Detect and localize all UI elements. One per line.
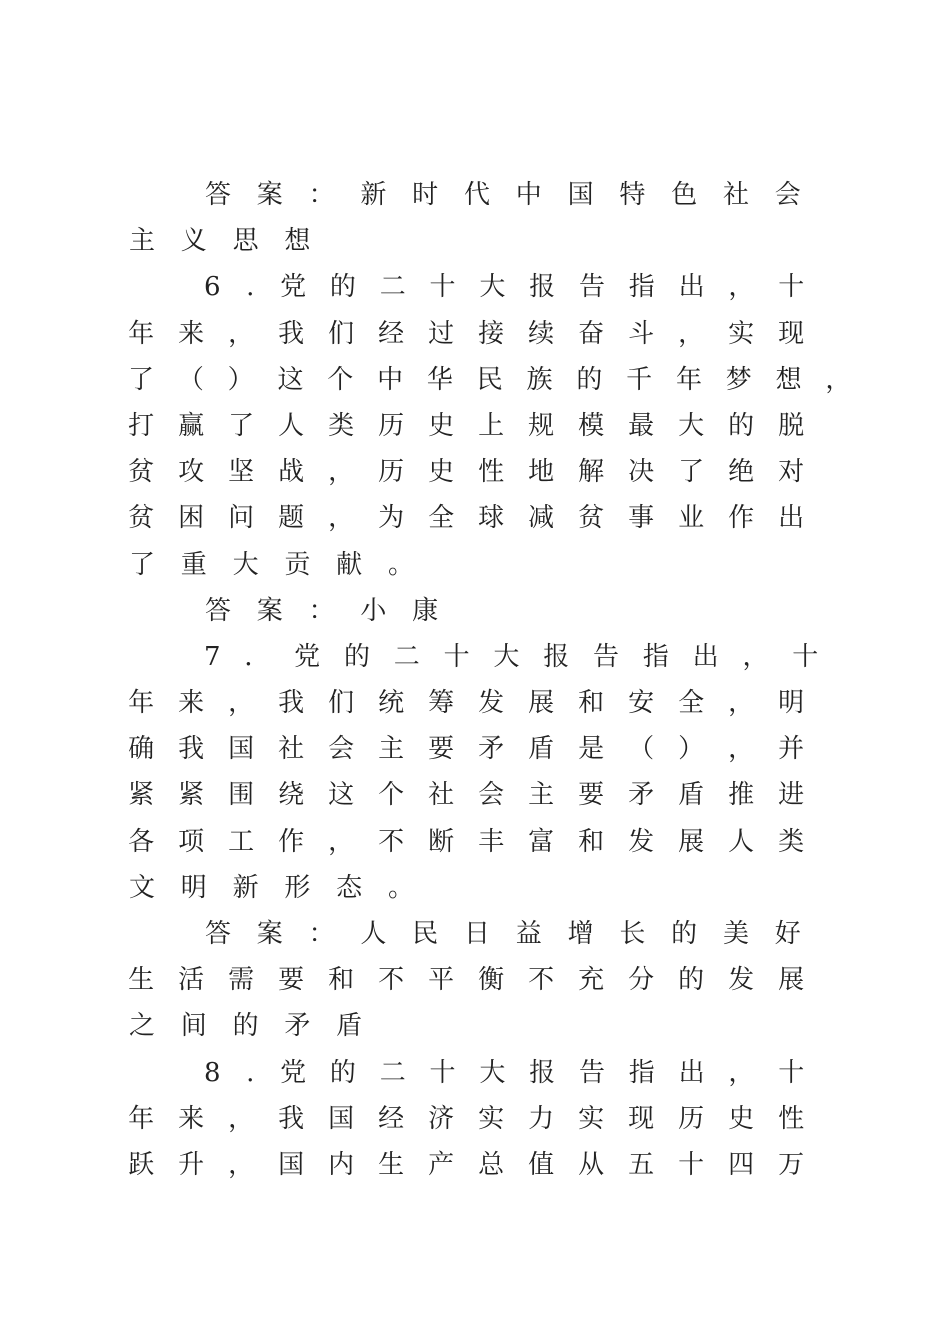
text-char: 民 [412, 919, 439, 949]
text-line [128, 726, 828, 772]
text-char: 确 [128, 734, 155, 765]
text-line [128, 588, 828, 634]
text-char: 绝 [728, 457, 755, 488]
text-char: 们 [328, 688, 355, 719]
text-char: 全 [678, 688, 705, 719]
text-char: 内 [328, 1149, 355, 1180]
text-char: 文 [128, 872, 155, 903]
text-char: 国 [328, 1103, 355, 1134]
text-char: 答 [204, 180, 231, 210]
text-char: 来 [178, 688, 205, 719]
text-char: 历 [378, 457, 405, 488]
text-char: 升 [178, 1149, 205, 1180]
text-char: 总 [478, 1149, 505, 1180]
text-char: 十 [792, 641, 819, 672]
text-char: 十 [429, 1057, 456, 1088]
text-char: 案 [256, 919, 283, 949]
text-line [128, 1003, 828, 1049]
text-char: 大 [479, 272, 506, 303]
text-line [128, 957, 828, 1003]
text-char: 的 [671, 919, 698, 949]
text-char: 益 [515, 919, 542, 949]
text-char: 义 [180, 226, 207, 257]
text-char: ， [228, 1149, 255, 1180]
text-char: . [246, 272, 255, 303]
text-char: 展 [678, 826, 705, 857]
text-char: 对 [778, 457, 805, 488]
text-char: 紧 [128, 780, 155, 811]
text-char: 不 [378, 965, 405, 996]
text-char: 形 [284, 872, 311, 903]
text-char: 跃 [128, 1149, 155, 1180]
text-char: 小 [360, 595, 387, 626]
text-char: 过 [428, 318, 455, 349]
text-char: 的 [329, 272, 356, 303]
text-char: 平 [428, 965, 455, 996]
text-char: 坚 [228, 457, 255, 488]
text-char: 国 [278, 1149, 305, 1180]
text-line [128, 680, 828, 726]
text-char: 矛 [284, 1011, 311, 1042]
text-char: 大 [232, 549, 259, 580]
text-char: 美 [722, 919, 749, 949]
text-char: 斗 [628, 318, 655, 349]
text-char: 大 [493, 641, 520, 672]
text-char: 类 [778, 826, 805, 857]
text-char: 想 [775, 364, 802, 395]
text-line [128, 403, 828, 449]
text-char: 报 [543, 641, 570, 672]
text-char: 民 [476, 364, 503, 395]
text-char: 四 [728, 1149, 755, 1180]
text-char: 攻 [178, 457, 205, 488]
text-char: 解 [578, 457, 605, 488]
text-char: 绕 [278, 780, 305, 811]
text-char: 指 [628, 1057, 655, 1088]
text-char: 我 [278, 1103, 305, 1134]
text-char: 社 [278, 734, 305, 765]
text-char: 事 [628, 503, 655, 534]
text-char: 千 [626, 364, 653, 395]
text-char: 会 [774, 180, 801, 210]
text-char: 富 [528, 826, 555, 857]
text-char: 展 [778, 965, 805, 996]
text-char: 。 [387, 549, 414, 580]
text-char: 二 [379, 1057, 406, 1088]
text-char: 发 [628, 826, 655, 857]
text-char: 主 [128, 226, 155, 257]
text-char: ． [244, 641, 271, 672]
text-char: 作 [278, 826, 305, 857]
text-char: 明 [778, 688, 805, 719]
text-char: 奋 [578, 318, 605, 349]
text-char: 色 [671, 180, 698, 210]
text-char: 献 [336, 549, 363, 580]
text-char: 二 [393, 641, 420, 672]
text-char: 现 [628, 1103, 655, 1134]
text-char: ， [228, 318, 255, 349]
text-char: 球 [478, 503, 505, 534]
text-char: 接 [478, 318, 505, 349]
text-char: 告 [578, 1057, 605, 1088]
text-char: 历 [378, 410, 405, 441]
text-char: 年 [128, 688, 155, 719]
text-char: 答 [204, 919, 231, 949]
text-char: 了 [228, 410, 255, 441]
text-char: ， [228, 688, 255, 719]
text-char: 从 [578, 1149, 605, 1180]
text-char: 案 [256, 595, 283, 626]
text-char: ） [227, 364, 254, 395]
text-char: 全 [428, 503, 455, 534]
text-char: 减 [528, 503, 555, 534]
text-char: 历 [678, 1103, 705, 1134]
text-char: 了 [128, 549, 155, 580]
text-char: 了 [128, 364, 155, 395]
text-char: 个 [378, 780, 405, 811]
text-char: 十 [778, 1057, 805, 1088]
text-char: 展 [528, 688, 555, 719]
text-char: 各 [128, 826, 155, 857]
text-char: 中 [515, 180, 542, 210]
text-char: ， [825, 364, 852, 395]
text-char: 明 [180, 872, 207, 903]
text-line [128, 911, 828, 957]
text-line [128, 819, 828, 865]
text-char: 来 [178, 1103, 205, 1134]
text-char: 出 [678, 1057, 705, 1088]
text-char: 二 [379, 272, 406, 303]
text-char: 赢 [178, 410, 205, 441]
text-char: 矛 [478, 734, 505, 765]
text-line [128, 357, 852, 403]
text-char: 长 [619, 919, 646, 949]
text-char: 7 [204, 641, 221, 672]
text-char: 性 [778, 1103, 805, 1134]
text-char: ， [328, 503, 355, 534]
text-char: 华 [426, 364, 453, 395]
text-char: 矛 [628, 780, 655, 811]
text-line [128, 634, 828, 680]
text-char: 党 [280, 272, 307, 303]
text-char: 衡 [478, 965, 505, 996]
text-line [128, 1142, 828, 1188]
text-char: 我 [278, 318, 305, 349]
text-char: 族 [526, 364, 553, 395]
text-char: 生 [128, 965, 155, 996]
text-char: 筹 [428, 688, 455, 719]
text-char: 业 [678, 503, 705, 534]
text-char: 续 [528, 318, 555, 349]
text-char: 问 [228, 503, 255, 534]
text-char: 报 [529, 1057, 556, 1088]
text-char: 思 [232, 226, 259, 257]
text-char: 特 [619, 180, 646, 210]
text-char: 和 [578, 688, 605, 719]
text-char: 作 [728, 503, 755, 534]
text-char: 了 [678, 457, 705, 488]
text-char: 党 [280, 1057, 307, 1088]
text-char: 脱 [778, 410, 805, 441]
text-char: 年 [675, 364, 702, 395]
text-char: 和 [328, 965, 355, 996]
text-char: 是 [578, 734, 605, 765]
text-char: 年 [128, 318, 155, 349]
text-char: 战 [278, 457, 305, 488]
text-char: 人 [360, 919, 387, 949]
text-char: 并 [778, 734, 805, 765]
text-char: 们 [328, 318, 355, 349]
text-char: 史 [428, 457, 455, 488]
text-char: 我 [278, 688, 305, 719]
text-char: 困 [178, 503, 205, 534]
text-char: 之 [128, 1011, 155, 1042]
text-char: 统 [378, 688, 405, 719]
text-char: 实 [478, 1103, 505, 1134]
text-char: 告 [578, 272, 605, 303]
text-char: 好 [774, 919, 801, 949]
text-line [128, 865, 828, 911]
text-char: 新 [232, 872, 259, 903]
text-char: 代 [463, 180, 490, 210]
text-char: 贫 [578, 503, 605, 534]
text-char: （ [177, 364, 204, 395]
text-char: 丰 [478, 826, 505, 857]
text-char: ， [728, 688, 755, 719]
text-char: 梦 [725, 364, 752, 395]
text-char: 项 [178, 826, 205, 857]
text-line [128, 1050, 828, 1096]
text-char: 发 [728, 965, 755, 996]
text-char: 告 [593, 641, 620, 672]
text-char: 康 [412, 595, 439, 626]
text-char: 生 [378, 1149, 405, 1180]
text-char: 紧 [178, 780, 205, 811]
text-char: ， [728, 1057, 755, 1088]
text-char: 国 [567, 180, 594, 210]
text-char: ： [308, 180, 335, 210]
text-char: 答 [204, 595, 231, 626]
text-char: 十 [678, 1149, 705, 1180]
text-char: 我 [178, 734, 205, 765]
document-body [128, 172, 852, 1188]
text-char: 党 [294, 641, 321, 672]
text-char: 产 [428, 1149, 455, 1180]
text-char: 新 [360, 180, 387, 210]
text-char: 决 [628, 457, 655, 488]
text-char: 推 [728, 780, 755, 811]
text-char: ， [228, 1103, 255, 1134]
text-line [128, 772, 828, 818]
text-char: 8 [204, 1057, 221, 1088]
text-char: 最 [628, 410, 655, 441]
text-char: 安 [628, 688, 655, 719]
text-char: 主 [528, 780, 555, 811]
text-char: ） [678, 734, 705, 765]
text-char: 会 [328, 734, 355, 765]
text-char: 盾 [678, 780, 705, 811]
text-char: 案 [256, 180, 283, 210]
text-char: 力 [528, 1103, 555, 1134]
text-char: 史 [428, 410, 455, 441]
text-char: 经 [378, 318, 405, 349]
text-char: 间 [180, 1011, 207, 1042]
text-char: 年 [128, 1103, 155, 1134]
text-char: 要 [428, 734, 455, 765]
text-line [128, 218, 828, 264]
text-char: 为 [378, 503, 405, 534]
text-char: 不 [528, 965, 555, 996]
text-char: 6 [204, 272, 221, 303]
text-char: 出 [678, 272, 705, 303]
text-char: 和 [578, 826, 605, 857]
text-char: 十 [429, 272, 456, 303]
text-char: 五 [628, 1149, 655, 1180]
text-char: ， [728, 272, 755, 303]
text-char: 。 [387, 872, 414, 903]
text-char: 需 [228, 965, 255, 996]
text-char: 模 [578, 410, 605, 441]
text-char: 规 [528, 410, 555, 441]
text-char: 十 [443, 641, 470, 672]
text-char: 中 [377, 364, 404, 395]
text-char: 经 [378, 1103, 405, 1134]
text-char: 的 [329, 1057, 356, 1088]
text-char: 增 [567, 919, 594, 949]
text-char: 史 [728, 1103, 755, 1134]
text-char: 报 [529, 272, 556, 303]
text-char: 贫 [128, 503, 155, 534]
text-char: 指 [628, 272, 655, 303]
text-char: 实 [728, 318, 755, 349]
text-char: 国 [228, 734, 255, 765]
text-char: 工 [228, 826, 255, 857]
text-char: 态 [336, 872, 363, 903]
text-char: ， [328, 826, 355, 857]
text-char: 围 [228, 780, 255, 811]
text-char: 社 [722, 180, 749, 210]
text-char: 盾 [336, 1011, 363, 1042]
text-char: 重 [180, 549, 207, 580]
text-char: 值 [528, 1149, 555, 1180]
text-char: 出 [692, 641, 719, 672]
text-line [128, 264, 828, 310]
text-char: 大 [479, 1057, 506, 1088]
text-char: 进 [778, 780, 805, 811]
text-char: 上 [478, 410, 505, 441]
text-char: 个 [327, 364, 354, 395]
text-char: 的 [678, 965, 705, 996]
text-char: 发 [478, 688, 505, 719]
text-char: 人 [728, 826, 755, 857]
text-char: 性 [478, 457, 505, 488]
text-char: 要 [278, 965, 305, 996]
text-char: 分 [628, 965, 655, 996]
text-char: 盾 [528, 734, 555, 765]
text-char: ， [678, 318, 705, 349]
text-char: 想 [284, 226, 311, 257]
text-char: ： [308, 595, 335, 626]
text-char: 的 [232, 1011, 259, 1042]
text-char: 来 [178, 318, 205, 349]
text-char: 济 [428, 1103, 455, 1134]
text-char: 断 [428, 826, 455, 857]
text-char: 出 [778, 503, 805, 534]
text-line [128, 311, 828, 357]
text-char: 指 [642, 641, 669, 672]
text-char: 的 [343, 641, 370, 672]
text-char: 打 [128, 410, 155, 441]
text-line [128, 495, 828, 541]
text-char: ： [308, 919, 335, 949]
text-char: 日 [463, 919, 490, 949]
text-char: . [246, 1057, 255, 1088]
text-char: 贡 [284, 549, 311, 580]
text-char: 大 [678, 410, 705, 441]
text-char: 不 [378, 826, 405, 857]
text-char: ， [742, 641, 769, 672]
text-char: 实 [578, 1103, 605, 1134]
text-char: 现 [778, 318, 805, 349]
text-char: 这 [277, 364, 304, 395]
text-char: 贫 [128, 457, 155, 488]
text-char: 十 [778, 272, 805, 303]
text-char: 万 [778, 1149, 805, 1180]
text-char: 地 [528, 457, 555, 488]
text-char: ， [728, 734, 755, 765]
text-char: （ [628, 734, 655, 765]
text-char: 的 [728, 410, 755, 441]
text-line [128, 1096, 828, 1142]
text-line [128, 542, 828, 588]
text-char: 会 [478, 780, 505, 811]
text-char: 这 [328, 780, 355, 811]
text-char: 活 [178, 965, 205, 996]
text-char: 时 [412, 180, 439, 210]
text-char: 人 [278, 410, 305, 441]
text-char: 要 [578, 780, 605, 811]
text-char: 的 [576, 364, 603, 395]
text-char: 社 [428, 780, 455, 811]
text-char: 类 [328, 410, 355, 441]
text-char: 题 [278, 503, 305, 534]
text-line [128, 449, 828, 495]
text-char: ， [328, 457, 355, 488]
text-char: 充 [578, 965, 605, 996]
text-char: 主 [378, 734, 405, 765]
text-line [128, 172, 828, 218]
